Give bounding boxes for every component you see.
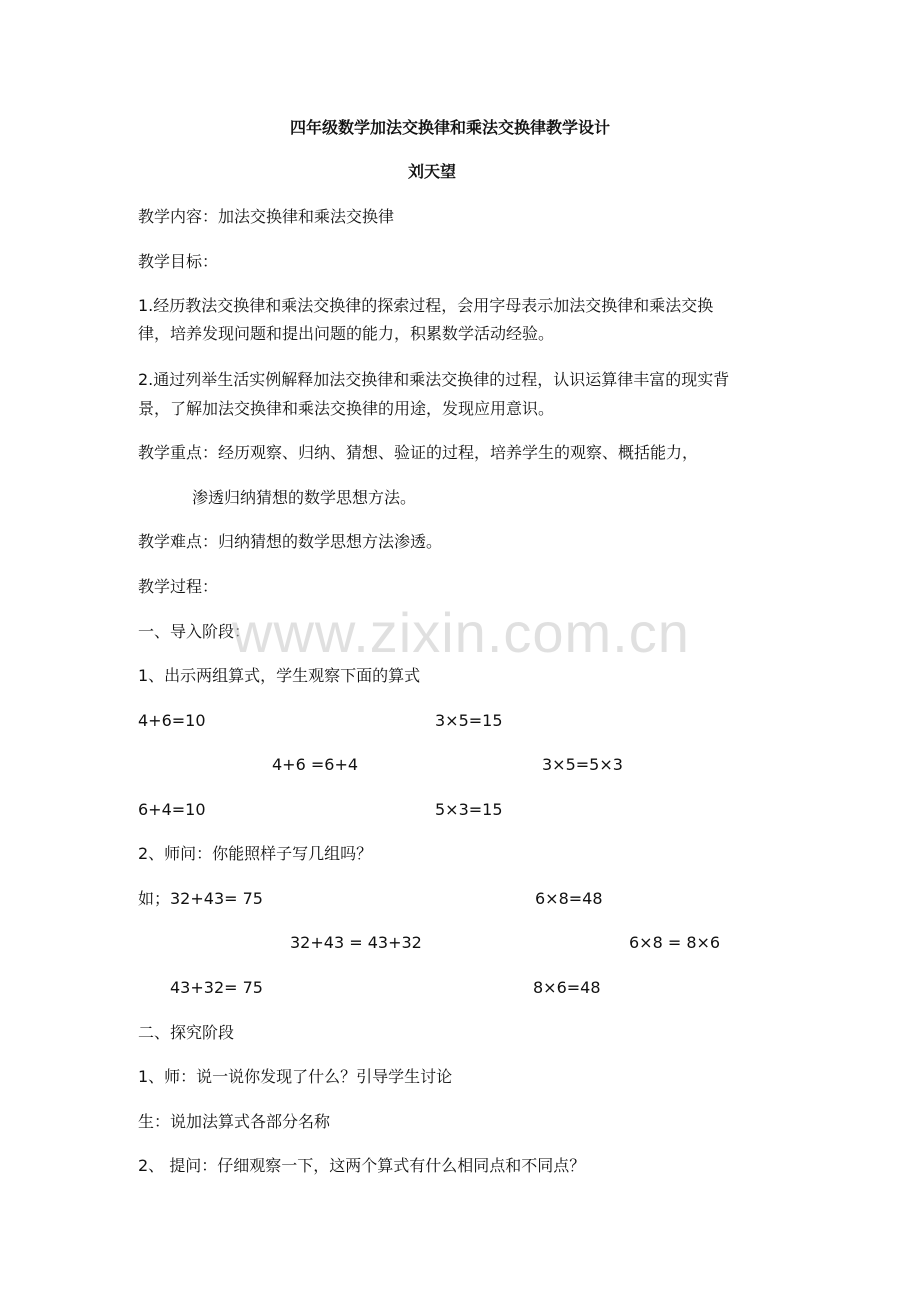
- equation-b1: 3×5=15: [435, 711, 503, 730]
- equation-a3: 6+4=10: [138, 800, 206, 819]
- explore-step-1: 1、师：说一说你发现了什么？引导学生讨论: [138, 1067, 453, 1086]
- step-2-text: 2、师问：你能照样子写几组吗？: [138, 844, 373, 863]
- teaching-process-label: 教学过程：: [138, 577, 219, 596]
- example-a1: 如；32+43= 75: [138, 889, 263, 908]
- stage-2-heading: 二、探究阶段: [138, 1023, 235, 1042]
- goal-1-line-1: 1.经历教法交换律和乘法交换律的探索过程，会用字母表示加法交换律和乘法交换: [138, 296, 714, 315]
- goal-2-line-2: 景，了解加法交换律和乘法交换律的用途，发现应用意识。: [138, 399, 555, 418]
- teaching-content: 教学内容：加法交换律和乘法交换律: [138, 207, 395, 226]
- equation-a1: 4+6=10: [138, 711, 206, 730]
- author-name: 刘天望: [408, 162, 457, 181]
- equation-b3: 5×3=15: [435, 800, 503, 819]
- example-a3: 43+32= 75: [170, 978, 263, 997]
- example-b2: 6×8 = 8×6: [629, 933, 721, 952]
- document-title: 四年级数学加法交换律和乘法交换律教学设计: [290, 118, 611, 137]
- goal-2-line-1: 2.通过列举生活实例解释加法交换律和乘法交换律的过程，认识运算律丰富的现实背: [138, 370, 730, 389]
- student-response: 生：说加法算式各部分名称: [138, 1112, 331, 1131]
- example-b3: 8×6=48: [533, 978, 601, 997]
- key-point-line-1: 教学重点：经历观察、归纳、猜想、验证的过程，培养学生的观察、概括能力，: [138, 443, 699, 462]
- equation-b2: 3×5=5×3: [542, 755, 623, 774]
- teaching-difficulty: 教学难点：归纳猜想的数学思想方法渗透。: [138, 532, 443, 551]
- key-point-line-2: 渗透归纳猜想的数学思想方法。: [192, 488, 417, 507]
- goal-1-line-2: 律，培养发现问题和提出问题的能力，积累数学活动经验。: [138, 324, 555, 343]
- example-b1: 6×8=48: [535, 889, 603, 908]
- stage-1-heading: 一、导入阶段：: [138, 622, 251, 641]
- explore-step-2: 2、 提问：仔细观察一下，这两个算式有什么相同点和不同点？: [138, 1156, 586, 1175]
- equation-a2: 4+6 =6+4: [272, 755, 359, 774]
- watermark-text: www.zixin.com.cn: [232, 601, 690, 664]
- teaching-goals-label: 教学目标：: [138, 252, 219, 271]
- step-1-text: 1、出示两组算式，学生观察下面的算式: [138, 666, 421, 685]
- example-a2: 32+43 = 43+32: [290, 933, 422, 952]
